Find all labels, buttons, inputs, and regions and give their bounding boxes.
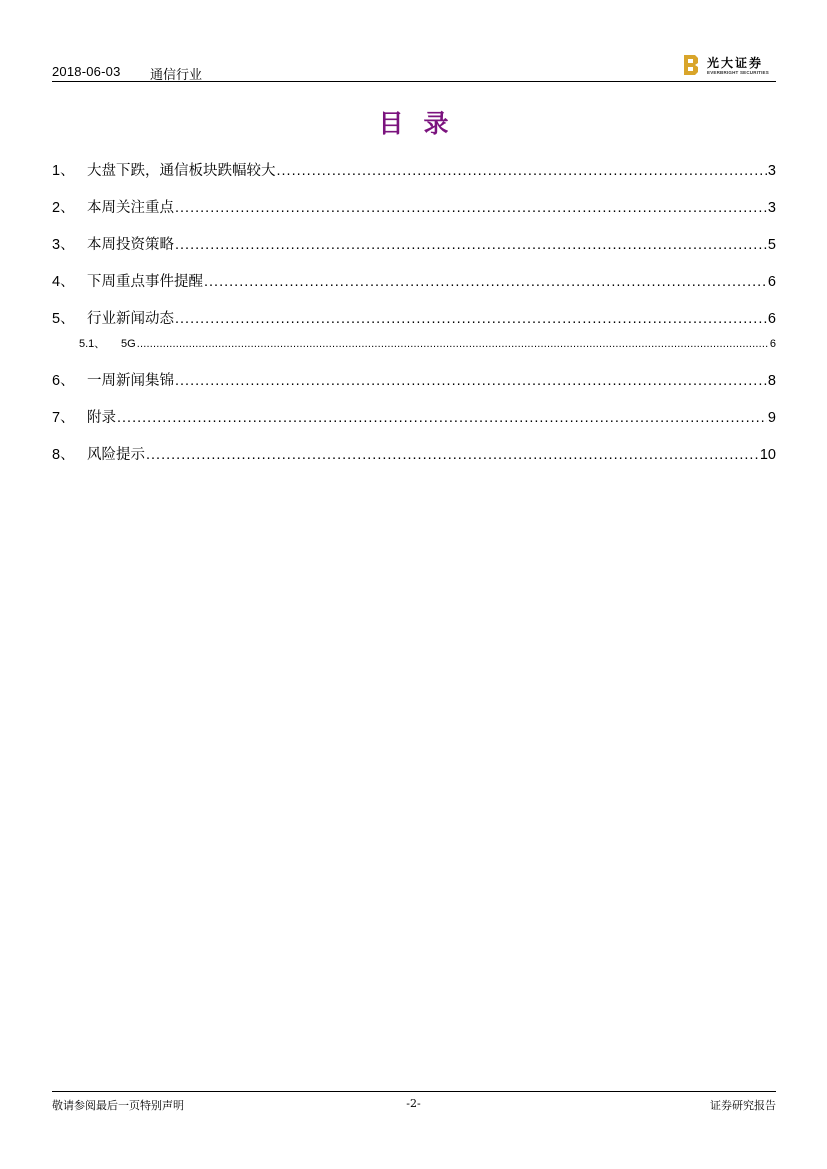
toc-entry-label[interactable]: 本周关注重点 — [87, 200, 174, 216]
toc-leader-dots — [146, 447, 759, 463]
toc-entry-number: 3、 — [52, 237, 75, 253]
toc-entry-page[interactable]: 6 — [767, 311, 776, 327]
toc-entry-number: 2、 — [52, 200, 75, 216]
page-number: -2- — [406, 1097, 421, 1110]
toc-entry-label[interactable]: 一周新闻集锦 — [87, 373, 174, 389]
toc-entry-page[interactable]: 5 — [767, 237, 776, 253]
toc-leader-dots — [175, 373, 767, 389]
industry-label: 通信行业 — [150, 67, 203, 82]
toc-entry-number: 7、 — [52, 410, 75, 426]
footer-divider — [52, 1091, 776, 1092]
toc-subentry[interactable] — [52, 335, 776, 351]
everbright-logo-icon — [683, 54, 699, 76]
logo-chinese-name: 光大证券 — [707, 56, 764, 70]
toc-entry-label[interactable]: 大盘下跌，通信板块跌幅较大 — [87, 163, 276, 179]
toc-entry-number: 8、 — [52, 447, 75, 463]
company-logo — [683, 54, 779, 78]
header-divider — [52, 81, 776, 82]
toc-entry-label[interactable]: 5G — [121, 338, 136, 350]
toc-entry[interactable] — [52, 196, 776, 216]
toc-entry-label[interactable]: 下周重点事件提醒 — [87, 274, 203, 290]
toc-leader-dots — [277, 163, 767, 179]
toc-entry[interactable] — [52, 369, 776, 389]
report-date: 2018-06-03 — [52, 64, 121, 79]
toc-entry[interactable] — [52, 443, 776, 463]
logo-english-name: EVERBRIGHT SECURITIES — [707, 70, 769, 75]
toc-entry[interactable] — [52, 307, 776, 327]
toc-leader-dots — [175, 200, 767, 216]
toc-title: 目录 — [378, 109, 469, 138]
toc-entry-label[interactable]: 附录 — [87, 410, 116, 426]
toc-entry-page[interactable]: 9 — [767, 410, 776, 426]
toc-entry-page[interactable]: 8 — [767, 373, 776, 389]
toc-entry-number: 5、 — [52, 311, 75, 327]
disclaimer-notice: 敬请参阅最后一页特别声明 — [52, 1099, 184, 1112]
toc-entry[interactable] — [52, 270, 776, 290]
toc-entry-number: 5.1、 — [79, 338, 106, 350]
toc-entry-page[interactable]: 3 — [767, 200, 776, 216]
toc-leader-dots — [204, 274, 767, 290]
toc-entry-page[interactable]: 6 — [769, 338, 776, 350]
toc-entry-number: 6、 — [52, 373, 75, 389]
toc-leader-dots — [175, 311, 767, 327]
toc-entry-page[interactable]: 3 — [767, 163, 776, 179]
toc-entry-number: 4、 — [52, 274, 75, 290]
toc-leader-dots — [175, 237, 767, 253]
toc-leader-dots — [117, 410, 767, 426]
toc-leader-dots — [137, 338, 769, 350]
report-type: 证券研究报告 — [710, 1099, 776, 1112]
toc-entry[interactable] — [52, 159, 776, 179]
toc-entry[interactable] — [52, 233, 776, 253]
toc-entry-label[interactable]: 本周投资策略 — [87, 237, 174, 253]
toc-entry[interactable] — [52, 406, 776, 426]
toc-entry-number: 1、 — [52, 163, 75, 179]
toc-entry-label[interactable]: 行业新闻动态 — [87, 311, 174, 327]
toc-entry-label[interactable]: 风险提示 — [87, 447, 145, 463]
toc-entry-page[interactable]: 10 — [759, 447, 776, 463]
toc-entry-page[interactable]: 6 — [767, 274, 776, 290]
